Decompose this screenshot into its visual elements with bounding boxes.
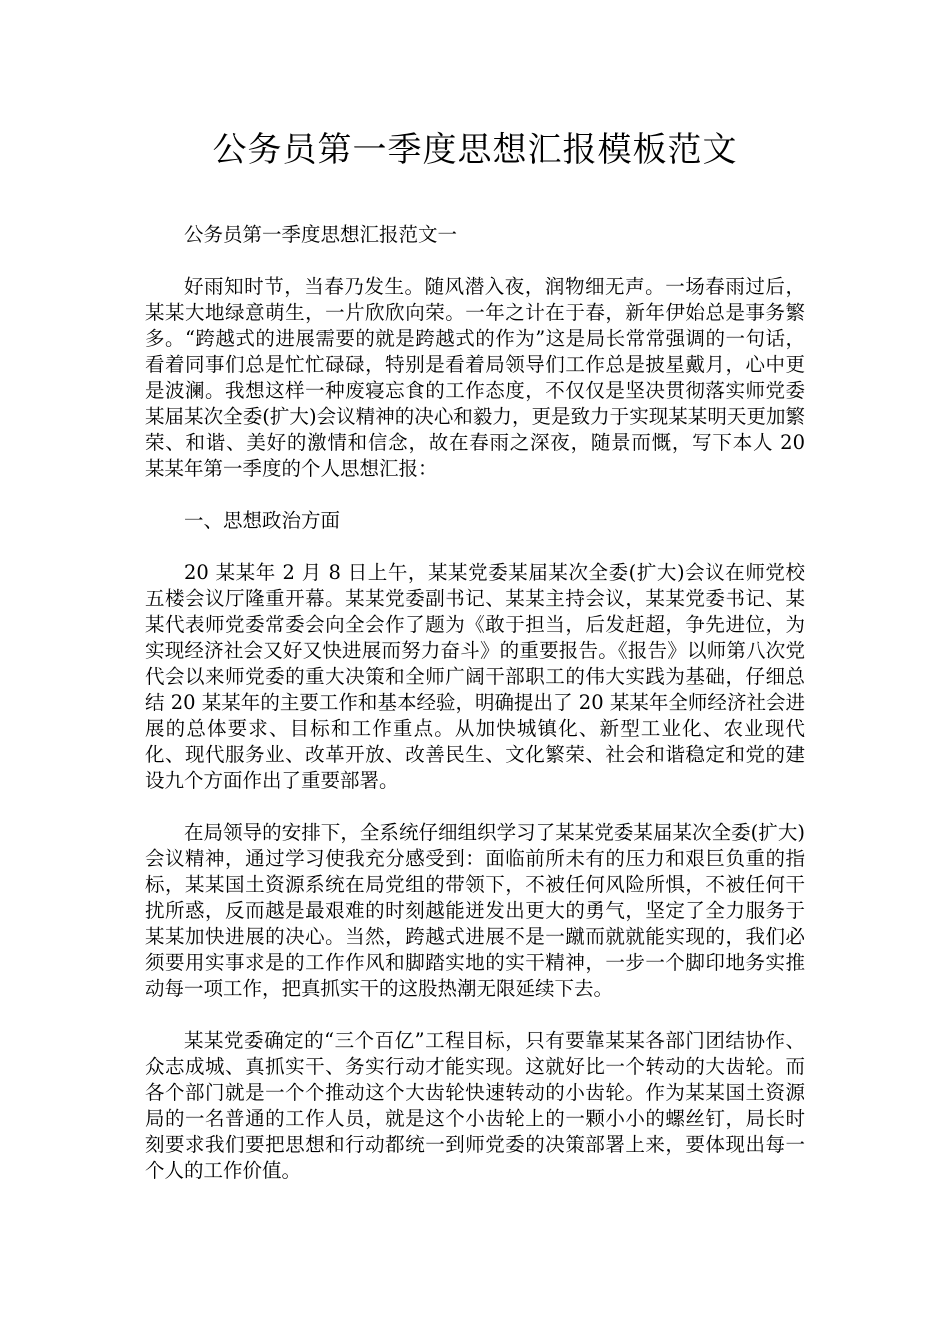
paragraph-meeting: 20 某某年 2 月 8 日上午，某某党委某届某次全委(扩大)会议在师党校五楼会议厅隆重开幕。某某党委副书记、某某主持会议，某某党委书记、某某代表师党委常委会向全会作了题为《敢于担当，后发赶超，争先进位，为实现经济社会又好又快进展而努力奋斗》的重要报告。《报告》以师第八次党代会以来师党委的重大决策和全师广阔干部职工的伟大实践为基础，仔细总结 20 某某年的主要工作和基本经验，明确提出了 20 某某年全师经济社会进展的总体要求、目标和工作重点。从加快城镇化、新型工业化、农业现代化、现代服务业、改革开放、改善民生、文化繁荣、社会和谐稳定和党的建设九个方面作出了重要部署。 [145, 561, 805, 792]
document-subtitle: 公务员第一季度思想汇报范文一 [184, 223, 458, 246]
section-heading: 一、思想政治方面 [184, 509, 341, 532]
document-title: 公务员第一季度思想汇报模板范文 [212, 130, 738, 170]
paragraph-study: 在局领导的安排下，全系统仔细组织学习了某某党委某届某次全委(扩大)会议精神，通过学习使我充分感受到：面临前所未有的压力和艰巨负重的指标，某某国土资源系统在局党组的带领下，不被任何风险所惧，不被任何干扰所惑，反而越是最艰难的时刻越能迸发出更大的勇气，坚定了全力服务于某某加快进展的决心。当然，跨越式进展不是一蹴而就就能实现的，我们必须要用实事求是的工作作风和脚踏实地的实干精神，一步一个脚印地务实推动每一项工作，把真抓实干的这股热潮无限延续下去。 [145, 821, 805, 1000]
document-body [145, 222, 805, 1210]
paragraph-intro: 好雨知时节，当春乃发生。随风潜入夜，润物细无声。一场春雨过后，某某大地绿意萌生，一片欣欣向荣。一年之计在于春，新年伊始总是事务繁多。“跨越式的进展需要的就是跨越式的作为”这是局长常常强调的一句话，看着同事们总是忙忙碌碌，特别是看着局领导们工作总是披星戴月，心中更是波澜。我想这样一种废寝忘食的工作态度，不仅仅是坚决贯彻落实师党委某届某次全委(扩大)会议精神的决心和毅力，更是致力于实现某某明天更加繁荣、和谐、美好的激情和信念，故在春雨之深夜，随景而慨，写下本人 20 某某年第一季度的个人思想汇报： [145, 275, 805, 480]
paragraph-goal: 某某党委确定的“三个百亿”工程目标，只有要靠某某各部门团结协作、众志成城、真抓实干、务实行动才能实现。这就好比一个转动的大齿轮。而各个部门就是一个个推动这个大齿轮快速转动的小齿轮。作为某某国土资源局的一名普通的工作人员，就是这个小齿轮上的一颗小小的螺丝钉，局长时刻要求我们要把思想和行动都统一到师党委的决策部署上来，要体现出每一个人的工作价值。 [145, 1029, 805, 1182]
